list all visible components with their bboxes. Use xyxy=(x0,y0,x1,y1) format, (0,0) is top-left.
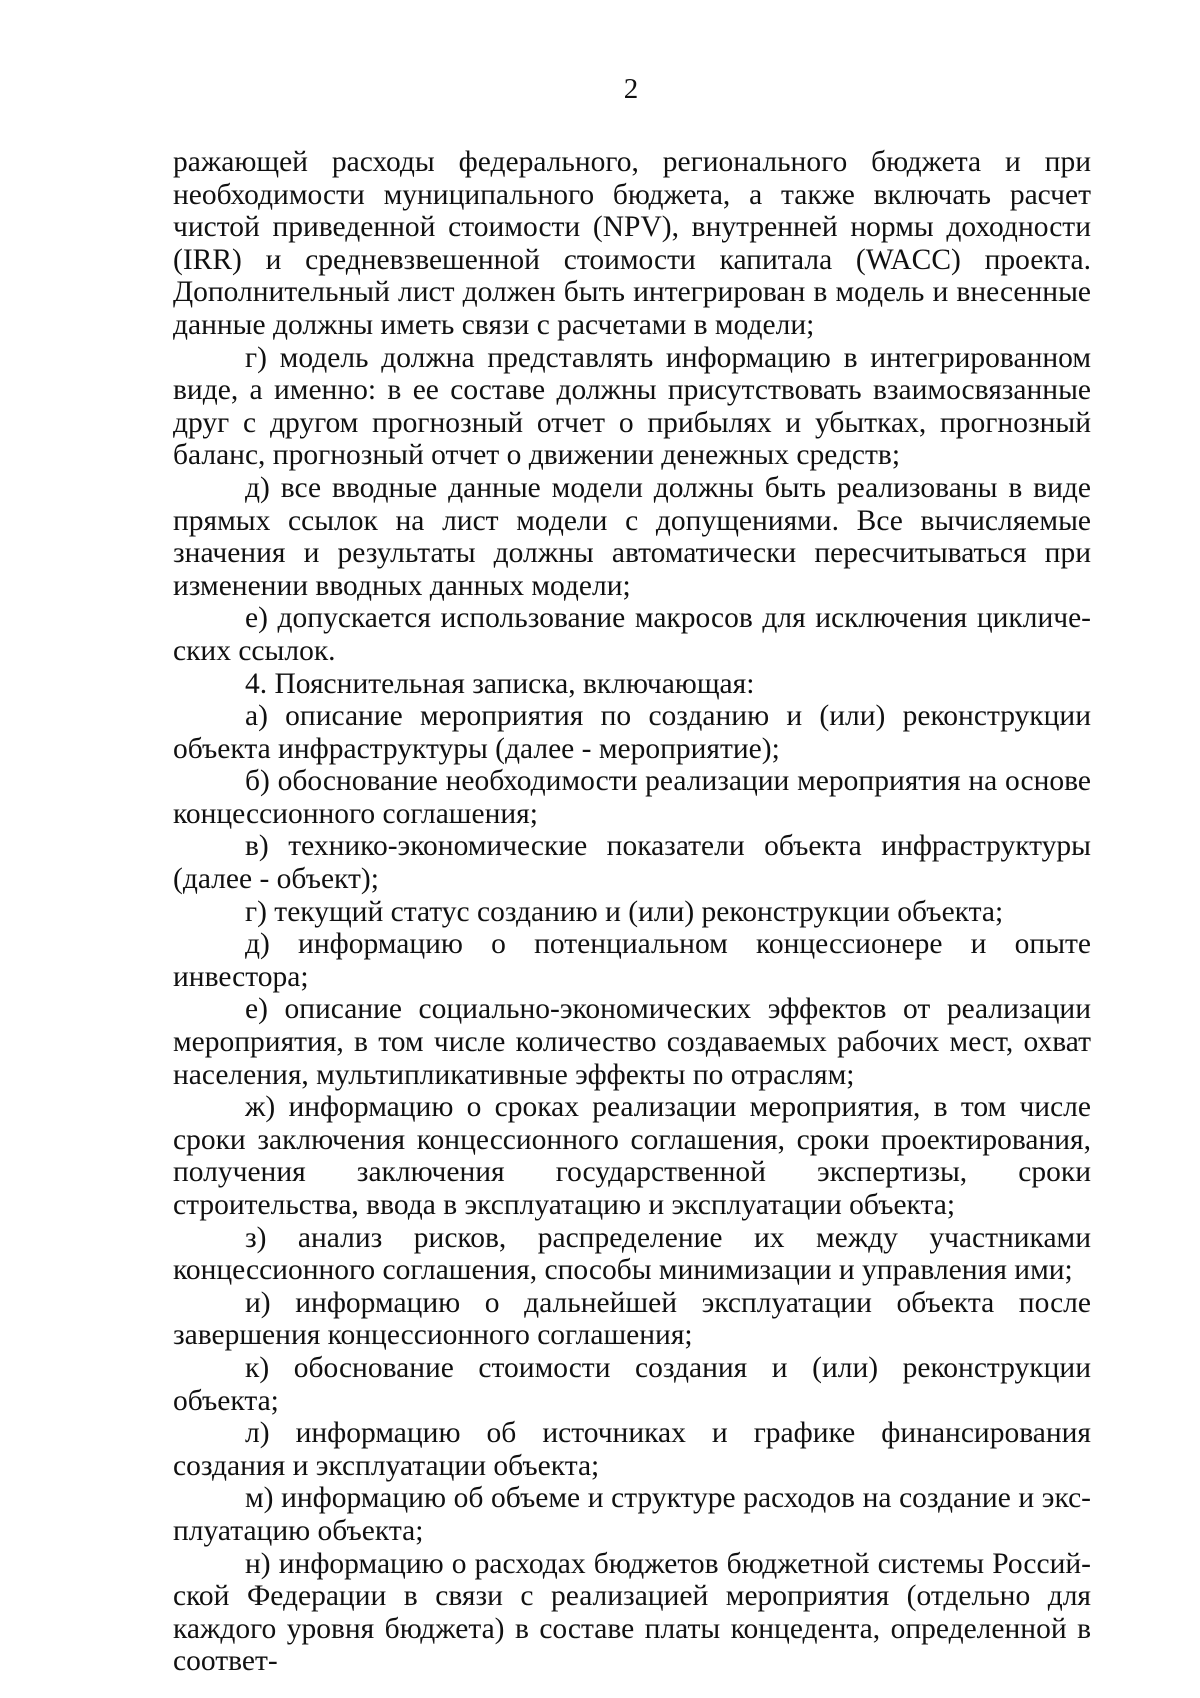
paragraph: е) описание социально-экономических эффектов от реализации мероприятия, в том числе количество создаваемых рабочих мест, охват населения, мультипликативные эффекты по отраслям; xyxy=(173,993,1091,1091)
page-number: 2 xyxy=(623,73,639,105)
document-body xyxy=(173,146,1091,1678)
paragraph: з) анализ рисков, распределение их между участниками концессионного соглашения, способы минимизации и управления ими; xyxy=(173,1221,1091,1287)
paragraph: 4. Пояснительная записка, включающая: xyxy=(245,667,755,700)
paragraph: м) информацию об объеме и структуре расходов на создание и эксплуатацию объекта; xyxy=(173,1482,1091,1547)
paragraph: д) все вводные данные модели должны быть реализованы в виде прямых ссылок на лист модели с допущениями. Все вычисляемые значения и результаты должны автоматически пересчитываться при изменении вводных данных модели; xyxy=(173,471,1091,602)
paragraph: г) текущий статус созданию и (или) реконструкции объекта; xyxy=(245,895,1004,928)
paragraph: д) информацию о потенциальном концессионере и опыте инвестора; xyxy=(173,928,1091,993)
paragraph: ражающей расходы федерального, регионального бюджета и при необходимости муниципального бюджета, а также включать расчет чистой приведенной стоимости (NPV), внутренней нормы доходности (IRR) и средневзвешенной стоимости капитала (WACC) проекта. Дополнительный лист должен быть интегрирован в модель и внесенные данные должны иметь связи с расчетами в модели; xyxy=(173,146,1091,341)
paragraph: б) обоснование необходимости реализации мероприятия на основе концессионного соглашения; xyxy=(173,765,1091,830)
paragraph: к) обоснование стоимости создания и (или) реконструкции объекта; xyxy=(173,1351,1091,1417)
paragraph: ж) информацию о сроках реализации мероприятия, в том числе сроки заключения концессионного соглашения, сроки проектирования, получения заключения государственной экспертизы, сроки строительства, ввода в эксплуатацию и эксплуатации объекта; xyxy=(173,1091,1091,1221)
paragraph: л) информацию об источниках и графике финансирования создания и эксплуатации объекта; xyxy=(173,1417,1091,1482)
paragraph: а) описание мероприятия по созданию и (или) реконструкции объекта инфраструктуры (далее - мероприятие); xyxy=(173,700,1091,765)
paragraph: н) информацию о расходах бюджетов бюджетной системы Российской Федерации в связи с реализацией мероприятия (отдельно для каждого уровня бюджета) в составе платы концедента, определенной в соответ- xyxy=(173,1547,1091,1678)
paragraph: е) допускается использование макросов для исключения циклических ссылок. xyxy=(173,602,1091,667)
paragraph: г) модель должна представлять информацию в интегрированном виде, а именно: в ее составе должны присутствовать взаимосвязанные друг с другом прогнозный отчет о прибылях и убытках, прогнозный баланс, прогнозный отчет о движении денежных средств; xyxy=(173,341,1091,472)
paragraph: в) технико-экономические показатели объекта инфраструктуры (далее - объект); xyxy=(173,830,1091,896)
paragraph: и) информацию о дальнейшей эксплуатации объекта после завершения концессионного соглашения; xyxy=(173,1286,1091,1352)
